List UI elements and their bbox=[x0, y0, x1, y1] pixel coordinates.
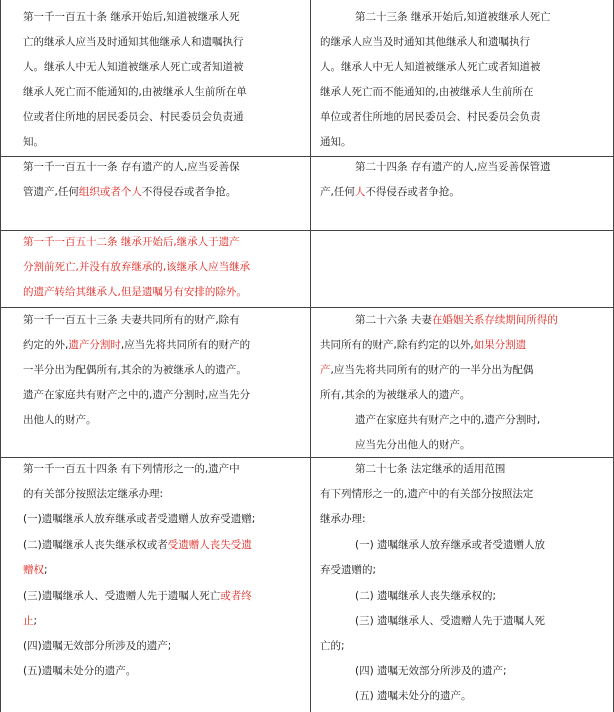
text-run: 人。继承人中无人知道被继承人死亡或者知道被 bbox=[320, 61, 541, 73]
changed-text: 的遗产转给其继承人,但是遗嘱另有安排的除外。 bbox=[23, 286, 247, 298]
left-line bbox=[23, 10, 305, 24]
text-run: 第二十七条 法定继承的适用范围 bbox=[355, 463, 506, 475]
left-line bbox=[23, 639, 305, 653]
left-line bbox=[23, 85, 305, 99]
text-run: ,应当先将共同所有的财产的 bbox=[120, 339, 251, 351]
text-run: 通知。 bbox=[320, 136, 352, 148]
text-run: 知。 bbox=[23, 136, 44, 148]
right-line bbox=[320, 60, 606, 74]
text-run: 共同所有的财产,除有约定的以外, bbox=[320, 339, 474, 351]
text-run: 不得侵吞或者争抢。 bbox=[365, 186, 460, 198]
right-line bbox=[320, 388, 606, 402]
right-line bbox=[355, 438, 606, 452]
left-line bbox=[23, 614, 305, 628]
text-run: (五)遗嘱未处分的遗产。 bbox=[23, 665, 137, 677]
text-run: 第二十六条 夫妻 bbox=[355, 314, 432, 326]
text-run: 遗产在家庭共有财产之中的,遗产分割时,应当先分 bbox=[23, 389, 251, 401]
text-run: 遗产在家庭共有财产之中的,遗产分割时, bbox=[355, 414, 541, 426]
text-run: 不得侵吞或者争抢。 bbox=[141, 186, 237, 198]
right-line bbox=[320, 110, 606, 124]
right-line bbox=[320, 338, 606, 352]
text-run: 第一千一百五十三条 夫妻共同所有的财产,除有 bbox=[23, 314, 240, 326]
changed-text: 第一千一百五十二条 继承开始后,继承人于遗产 bbox=[23, 236, 240, 248]
changed-text: 组织或者个人 bbox=[78, 186, 142, 198]
text-run: 第一千一百五十条 继承开始后,知道被继承人死 bbox=[23, 11, 240, 23]
changed-text: 分割前死亡,并没有放弃继承的,该继承人应当继承 bbox=[23, 261, 251, 273]
changed-text: 产 bbox=[320, 364, 331, 376]
text-run: 出他人的财产。 bbox=[23, 414, 97, 426]
text-run: (一) 遗嘱继承人放弃继承或者受遗赠人放 bbox=[355, 539, 546, 551]
left-line bbox=[23, 563, 305, 577]
left-line bbox=[23, 60, 305, 74]
right-line bbox=[320, 363, 606, 377]
right-line bbox=[355, 614, 606, 628]
changed-text: 受遗赠人丧失受遗 bbox=[167, 539, 252, 551]
right-line bbox=[320, 135, 606, 149]
text-run: 第一千一百五十四条 有下列情形之一的,遗产中 bbox=[23, 463, 240, 475]
left-line bbox=[23, 512, 305, 526]
text-run: 产,任何 bbox=[320, 186, 355, 198]
text-run: ; bbox=[33, 615, 38, 627]
right-line bbox=[355, 413, 606, 427]
left-line bbox=[23, 338, 305, 352]
text-run: 位或者住所地的居民委员会、村民委员会负责通 bbox=[23, 111, 244, 123]
text-run: (二) 遗嘱继承人丧失继承权的; bbox=[355, 590, 497, 602]
text-run: 第二十三条 继承开始后,知道被继承人死亡 bbox=[355, 11, 551, 23]
right-line bbox=[320, 512, 606, 526]
text-run: 继承人死亡而不能通知的,由被继承人生前所在 bbox=[320, 86, 534, 98]
text-run: 继承办理: bbox=[320, 513, 366, 525]
left-line bbox=[23, 185, 305, 199]
changed-text: 遗产分割时 bbox=[68, 339, 121, 351]
text-run: 单位或者住所地的居民委员会、村民委员会负责 bbox=[320, 111, 541, 123]
text-run: (四) 遗嘱无效部分所涉及的遗产; bbox=[355, 665, 507, 677]
left-line bbox=[23, 413, 305, 427]
text-run: 弃受遗赠的; bbox=[320, 564, 377, 576]
table-border-vertical-0 bbox=[0, 0, 1, 712]
text-run: (五) 遗嘱未处分的遗产。 bbox=[355, 690, 472, 702]
right-line bbox=[355, 538, 606, 552]
left-line bbox=[23, 285, 305, 299]
changed-text: 或者终 bbox=[220, 590, 252, 602]
text-run: 第二十四条 存有遗产的人,应当妥善保管遗 bbox=[355, 161, 551, 173]
changed-text: 止 bbox=[23, 615, 34, 627]
left-line bbox=[23, 160, 305, 174]
text-run: ,应当先将共同所有的财产的一半分出为配偶 bbox=[330, 364, 534, 376]
table-row-divider-0 bbox=[0, 156, 614, 157]
right-line bbox=[320, 35, 606, 49]
text-run: 第一千一百五十一条 存有遗产的人,应当妥善保 bbox=[23, 161, 240, 173]
right-line bbox=[320, 563, 606, 577]
text-run: 应当先分出他人的财产。 bbox=[355, 439, 471, 451]
text-run: ; bbox=[44, 564, 48, 576]
right-line bbox=[320, 639, 606, 653]
text-run: 的有关部分按照法定继承办理: bbox=[23, 488, 164, 500]
changed-text: 人 bbox=[354, 186, 366, 198]
right-line bbox=[320, 185, 606, 199]
left-line bbox=[23, 363, 305, 377]
table-row-divider-1 bbox=[0, 230, 614, 231]
text-run: (三) 遗嘱继承人、受遗赠人先于遗嘱人死 bbox=[355, 615, 546, 627]
text-run: (二)遗嘱继承人丧失继承权或者 bbox=[23, 539, 168, 551]
text-run: 人。继承人中无人知道被继承人死亡或者知道被 bbox=[23, 61, 244, 73]
left-line bbox=[23, 260, 305, 274]
text-run: 管遗产,任何 bbox=[23, 186, 79, 198]
left-line bbox=[23, 135, 305, 149]
changed-text: 在婚姻关系存续期间所得的 bbox=[431, 314, 558, 326]
left-line bbox=[23, 313, 305, 327]
right-line bbox=[355, 462, 606, 476]
text-run: (四)遗嘱无效部分所涉及的遗产; bbox=[23, 640, 172, 652]
table-border-vertical-1 bbox=[310, 0, 311, 712]
right-line bbox=[320, 85, 606, 99]
text-run: 有下列情形之一的,遗产中的有关部分按照法定 bbox=[320, 488, 534, 500]
right-line bbox=[355, 689, 606, 703]
left-line bbox=[23, 235, 305, 249]
text-run: 一半分出为配偶所有,其余的为被继承人的遗产。 bbox=[23, 364, 247, 376]
table-row-divider-2 bbox=[0, 307, 614, 308]
left-line bbox=[23, 388, 305, 402]
text-run: (一)遗嘱继承人放弃继承或者受遗赠人放弃受遗赠; bbox=[23, 513, 256, 525]
text-run: (三)遗嘱继承人、受遗赠人先于遗嘱人死亡 bbox=[23, 590, 221, 602]
table-row-divider-3 bbox=[0, 457, 614, 458]
right-line bbox=[355, 313, 606, 327]
text-run: 亡的继承人应当及时通知其他继承人和遗嘱执行 bbox=[23, 36, 244, 48]
left-line bbox=[23, 462, 305, 476]
right-line bbox=[320, 487, 606, 501]
right-line bbox=[355, 664, 606, 678]
right-line bbox=[355, 589, 606, 603]
left-line bbox=[23, 35, 305, 49]
changed-text: 赠权 bbox=[23, 564, 44, 576]
right-line bbox=[355, 160, 606, 174]
left-line bbox=[23, 664, 305, 678]
left-line bbox=[23, 538, 305, 552]
left-line bbox=[23, 589, 305, 603]
left-line bbox=[23, 487, 305, 501]
left-line bbox=[23, 110, 305, 124]
text-run: 继承人死亡而不能通知的,由被继承人生前所在单 bbox=[23, 86, 247, 98]
text-run: 所有,其余的为被继承人的遗产。 bbox=[320, 389, 471, 401]
changed-text: 如果分割遗 bbox=[473, 339, 527, 351]
text-run: 的继承人应当及时通知其他继承人和遗嘱执行 bbox=[320, 36, 530, 48]
right-line bbox=[355, 10, 606, 24]
text-run: 亡的; bbox=[320, 640, 345, 652]
text-run: 约定的外, bbox=[23, 339, 69, 351]
